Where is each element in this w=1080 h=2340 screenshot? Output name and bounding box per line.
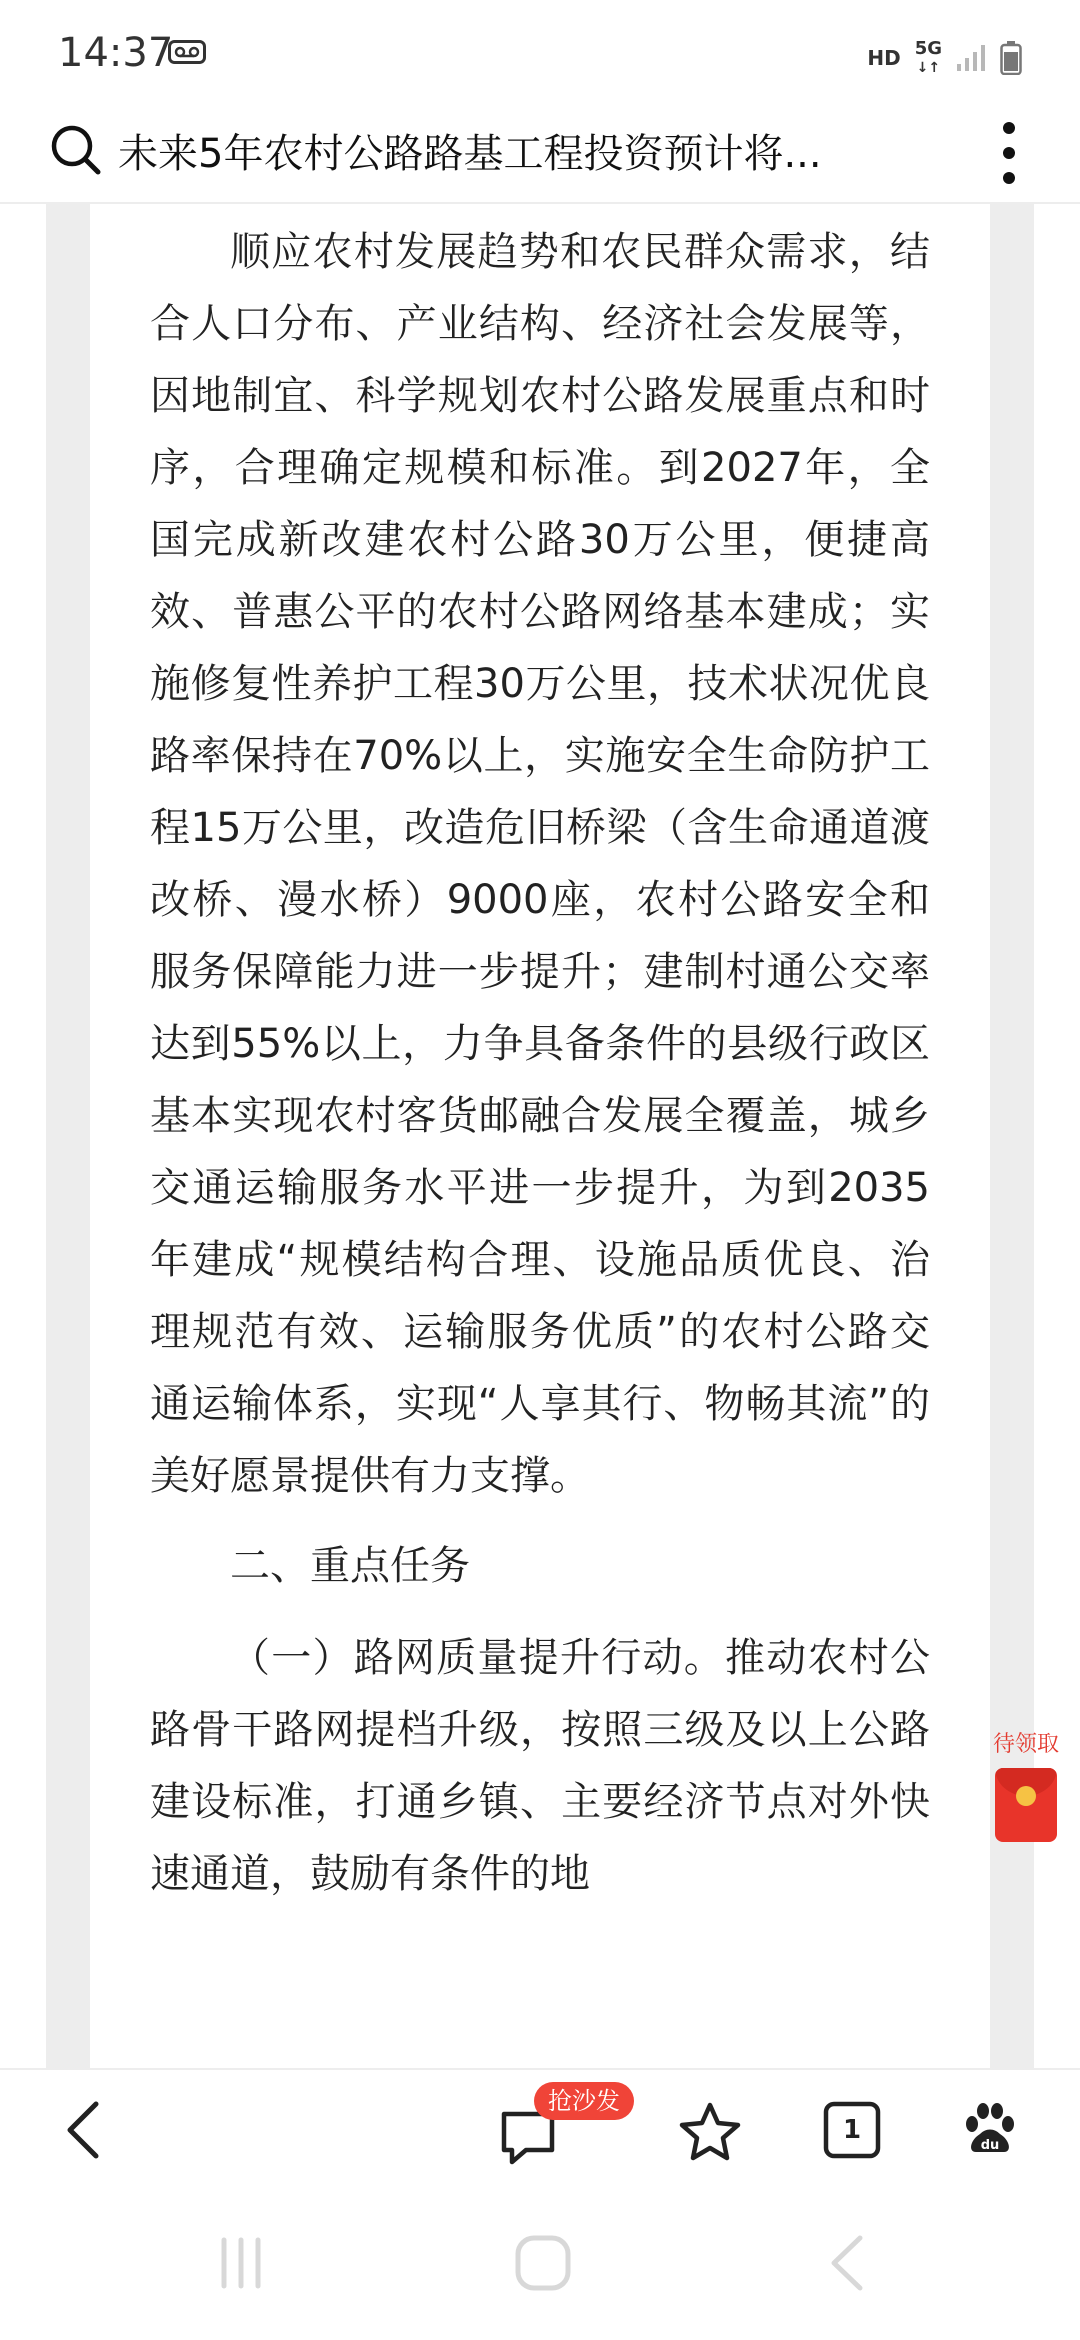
system-nav-bar — [0, 2188, 1080, 2340]
bottom-toolbar — [0, 2068, 1080, 2190]
status-bar — [0, 0, 1080, 110]
home-icon[interactable] — [508, 2228, 578, 2298]
article-text — [150, 216, 930, 1928]
hd-label: HD — [867, 46, 901, 70]
title-bar — [0, 110, 1080, 204]
article-paragraph: （一）路网质量提升行动。推动农村公路骨干路网提档升级，按照三级及以上公路建设标准，打通乡镇、主要经济节点对外快速通道，鼓励有条件的地 — [150, 1635, 930, 1897]
5g-text: 5G — [914, 37, 942, 59]
section-heading: 二、重点任务 — [230, 1543, 470, 1589]
tab-count: 1 — [842, 2115, 862, 2145]
article-paragraph: 顺应农村发展趋势和农民群众需求，结合人口分布、产业结构、经济社会发展等，因地制宜、科学规划农村公路发展重点和时序，合理确定规模和标准。到2027年，全国完成新改建农村公路30万公里，便捷高效、普惠公平的农村公路网络基本建成；实施修复性养护工程30万公里，技术状况优良路率保持在70%以上，实施安全生命防护工程15万公里，改造危旧桥梁（含生命通道渡改桥、漫水桥）9000座，农村公路安全和服务保障能力进一步提升；建制村通公交率达到55%以上，力争具备条件的县级行政区基本实现农村客货邮融合发展全覆盖，城乡交通运输服务水平进一步提升，为到2035年建成“规模结构合理、设施品质优良、治理规范有效、运输服务优质”的农村公路交通运输体系，实现“人享其行、物畅其流”的美好愿景提供有力支撑。 — [150, 229, 930, 1499]
system-back-icon[interactable] — [812, 2228, 882, 2298]
red-packet-widget[interactable] — [984, 1730, 1068, 1842]
red-packet-icon[interactable] — [995, 1768, 1057, 1842]
signal-icon — [956, 44, 986, 72]
back-arrow-icon[interactable] — [56, 2098, 120, 2162]
battery-icon — [1000, 41, 1022, 75]
article-body[interactable] — [90, 204, 990, 2068]
red-packet-coin — [1016, 1786, 1036, 1806]
page-title[interactable]: 未来5年农村公路路基工程投资预计将... — [118, 131, 822, 177]
status-time: 14:37 — [58, 30, 174, 76]
more-vertical-icon[interactable] — [996, 120, 1022, 186]
baidu-paw-icon[interactable] — [958, 2098, 1022, 2162]
recent-apps-icon[interactable] — [206, 2228, 276, 2298]
status-indicators — [867, 38, 1022, 78]
tabs-button[interactable] — [820, 2098, 884, 2162]
red-packet-label: 待领取 — [992, 1732, 1059, 1757]
svg-text:du: du — [980, 2138, 1000, 2153]
comment-badge[interactable]: 抢沙发 — [534, 2082, 634, 2120]
star-icon[interactable] — [678, 2100, 742, 2164]
search-icon[interactable] — [48, 122, 104, 178]
5g-label: 5G ↓↑ — [914, 37, 942, 76]
voicemail-icon — [168, 40, 206, 64]
